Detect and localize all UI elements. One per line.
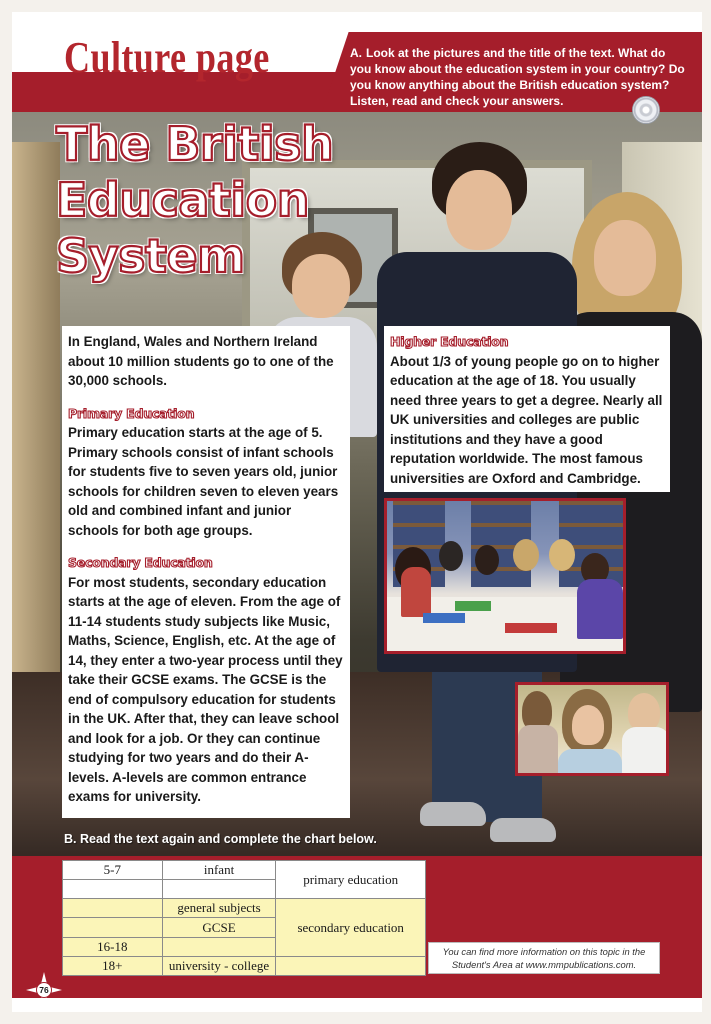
chart-row — [63, 956, 426, 975]
audio-cd-icon[interactable] — [632, 96, 660, 124]
primary-heading: Primary Education — [68, 405, 195, 421]
article-title-line: The British — [56, 117, 334, 171]
task-a-letter: A. — [350, 46, 362, 60]
chart-age-cell[interactable] — [63, 880, 163, 899]
textbook-page — [12, 12, 702, 1012]
secondary-paragraph: For most students, secondary education starts at the age of eleven. From the age of 11-14 students study subjects like Music, Maths, Science, English, etc. At the age of 14, they enter a two-year process until they take their GCSE exams. The GCSE is the end of compulsory education for students in the UK. After that, they can leave school and look for a job. Or they can continue studying for two years and do their A-levels. A-levels are common entrance exams for university. — [68, 574, 343, 804]
task-b-instructions: B. Read the text again and complete the chart below. — [64, 832, 377, 846]
chart-school-cell[interactable]: university - college — [162, 956, 276, 975]
article-title-line: Education — [56, 173, 310, 227]
article-right-column — [384, 326, 670, 492]
classroom-photo — [515, 682, 669, 776]
chart-age-cell[interactable]: 16-18 — [63, 937, 163, 956]
article-title-line: System — [56, 229, 245, 283]
education-chart — [62, 860, 426, 976]
chart-stage-primary: primary education — [276, 861, 426, 899]
chart-row — [63, 899, 426, 918]
chart-school-cell[interactable]: general subjects — [162, 899, 276, 918]
chart-school-cell[interactable] — [162, 937, 276, 956]
bottom-margin — [12, 998, 702, 1012]
primary-paragraph: Primary education starts at the age of 5. Primary schools consist of infant schools for students five to seven years old, junior schools for children seven to eleven years old and combined infant and junior schools for both age groups. — [68, 425, 339, 538]
higher-heading: Higher Education — [390, 334, 509, 349]
chart-age-cell[interactable]: 5-7 — [63, 861, 163, 880]
chart-age-cell[interactable]: 18+ — [63, 956, 163, 975]
chart-stage-empty[interactable] — [276, 956, 426, 975]
article-left-column — [62, 326, 350, 818]
chart-row — [63, 861, 426, 880]
more-info-note: You can find more information on this topic in the Student's Area at www.mmpublications.com. — [428, 942, 660, 974]
intro-paragraph: In England, Wales and Northern Ireland about 10 million students go to one of the 30,000 schools. — [68, 334, 334, 388]
article-title — [56, 116, 333, 284]
chart-age-cell[interactable] — [63, 918, 163, 937]
secondary-heading: Secondary Education — [68, 555, 213, 570]
chart-school-cell[interactable] — [162, 880, 276, 899]
culture-page-title: Culture page — [64, 33, 270, 82]
library-photo — [384, 498, 626, 654]
chart-stage-secondary: secondary education — [276, 899, 426, 956]
task-a-text: Look at the pictures and the title of the text. What do you know about the education system in your country? Do you know anything about the British education system? Listen, read and check your answers. — [350, 46, 685, 108]
page-number: 76 — [36, 982, 52, 998]
page-number-badge — [26, 972, 62, 1008]
chart-age-cell[interactable] — [63, 899, 163, 918]
chart-school-cell[interactable]: infant — [162, 861, 276, 880]
higher-paragraph: About 1/3 of young people go on to higher education at the age of 18. You usually need three years to get a degree. Nearly all UK universities and colleges are public institutions and they have a good reputation worldwide. The most famous universities are Oxford and Cambridge. — [390, 353, 663, 486]
chart-school-cell[interactable]: GCSE — [162, 918, 276, 937]
